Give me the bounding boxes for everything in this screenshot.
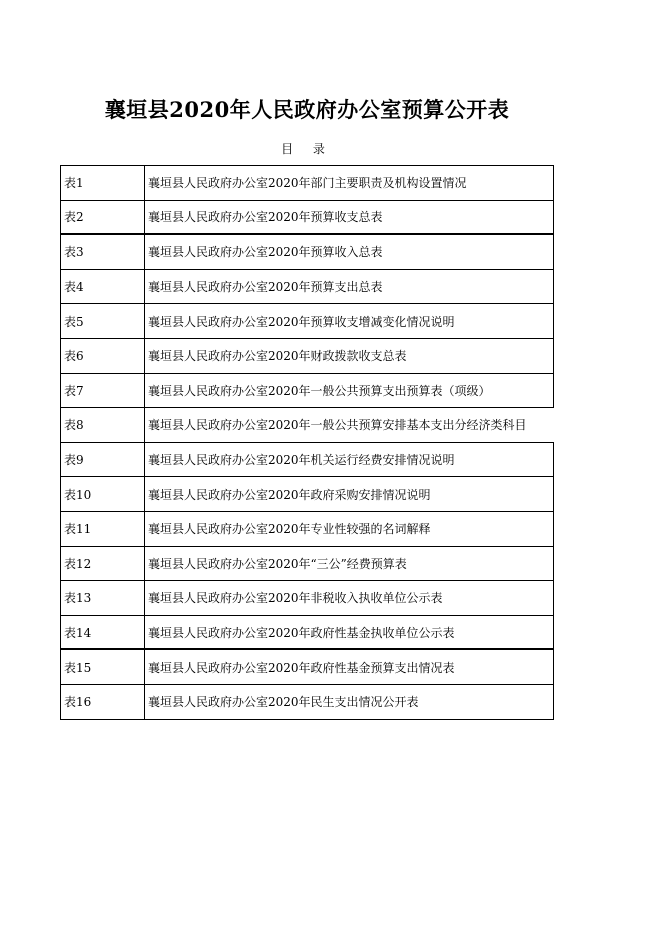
toc-row-number: 表12 — [60, 547, 145, 581]
toc-row-title: 襄垣县人民政府办公室2020年政府采购安排情况说明 — [145, 477, 554, 511]
toc-table — [60, 165, 554, 720]
toc-row-13[interactable] — [60, 581, 554, 616]
toc-row-number: 表9 — [60, 443, 145, 477]
toc-row-title: 襄垣县人民政府办公室2020年非税收入执收单位公示表 — [145, 581, 554, 615]
toc-row-4[interactable] — [60, 270, 554, 305]
toc-row-1[interactable] — [60, 166, 554, 201]
toc-row-number: 表14 — [60, 616, 145, 649]
page-title: 襄垣县2020年人民政府办公室预算公开表 — [104, 97, 510, 122]
toc-row-title: 襄垣县人民政府办公室2020年一般公共预算安排基本支出分经济类科目 — [148, 418, 527, 433]
toc-row-title: 襄垣县人民政府办公室2020年预算收支总表 — [145, 201, 554, 234]
toc-row-7[interactable] — [60, 374, 554, 409]
toc-row-title: 襄垣县人民政府办公室2020年专业性较强的名词解释 — [145, 512, 554, 546]
toc-row-3[interactable] — [60, 235, 554, 270]
toc-row-15[interactable] — [60, 650, 554, 685]
toc-row-number: 表5 — [60, 304, 145, 338]
toc-row-number: 表2 — [60, 201, 145, 234]
toc-row-title: 襄垣县人民政府办公室2020年一般公共预算支出预算表（项级） — [145, 374, 554, 408]
toc-row-6[interactable] — [60, 339, 554, 374]
toc-row-8[interactable] — [60, 408, 554, 443]
toc-row-title: 襄垣县人民政府办公室2020年预算支出总表 — [145, 270, 554, 304]
toc-row-number: 表16 — [60, 685, 145, 719]
toc-row-14[interactable] — [60, 616, 554, 651]
toc-row-title: 襄垣县人民政府办公室2020年政府性基金执收单位公示表 — [145, 616, 554, 649]
toc-row-number: 表8 — [60, 408, 145, 442]
toc-row-number: 表6 — [60, 339, 145, 373]
toc-row-number: 表3 — [60, 235, 145, 269]
toc-row-10[interactable] — [60, 477, 554, 512]
toc-row-number: 表7 — [60, 374, 145, 408]
toc-row-number: 表13 — [60, 581, 145, 615]
toc-row-title: 襄垣县人民政府办公室2020年“三公”经费预算表 — [145, 547, 554, 581]
toc-row-title: 襄垣县人民政府办公室2020年政府性基金预算支出情况表 — [145, 650, 554, 684]
toc-row-9[interactable] — [60, 443, 554, 478]
toc-row-number: 表11 — [60, 512, 145, 546]
toc-row-title: 襄垣县人民政府办公室2020年预算收入总表 — [145, 235, 554, 269]
toc-row-number: 表15 — [60, 650, 145, 684]
toc-row-12[interactable] — [60, 547, 554, 582]
toc-row-title: 襄垣县人民政府办公室2020年预算收支增减变化情况说明 — [145, 304, 554, 338]
toc-row-title: 襄垣县人民政府办公室2020年机关运行经费安排情况说明 — [145, 443, 554, 477]
toc-row-5[interactable] — [60, 304, 554, 339]
toc-row-11[interactable] — [60, 512, 554, 547]
toc-row-2[interactable] — [60, 201, 554, 236]
toc-row-16[interactable] — [60, 685, 554, 720]
toc-row-title: 襄垣县人民政府办公室2020年民生支出情况公开表 — [145, 685, 554, 719]
toc-row-title: 襄垣县人民政府办公室2020年财政拨款收支总表 — [145, 339, 554, 373]
toc-row-number: 表1 — [60, 166, 145, 200]
toc-row-title: 襄垣县人民政府办公室2020年部门主要职责及机构设置情况 — [145, 166, 554, 200]
toc-row-number: 表10 — [60, 477, 145, 511]
toc-row-number: 表4 — [60, 270, 145, 304]
toc-heading: 目 录 — [281, 142, 333, 156]
